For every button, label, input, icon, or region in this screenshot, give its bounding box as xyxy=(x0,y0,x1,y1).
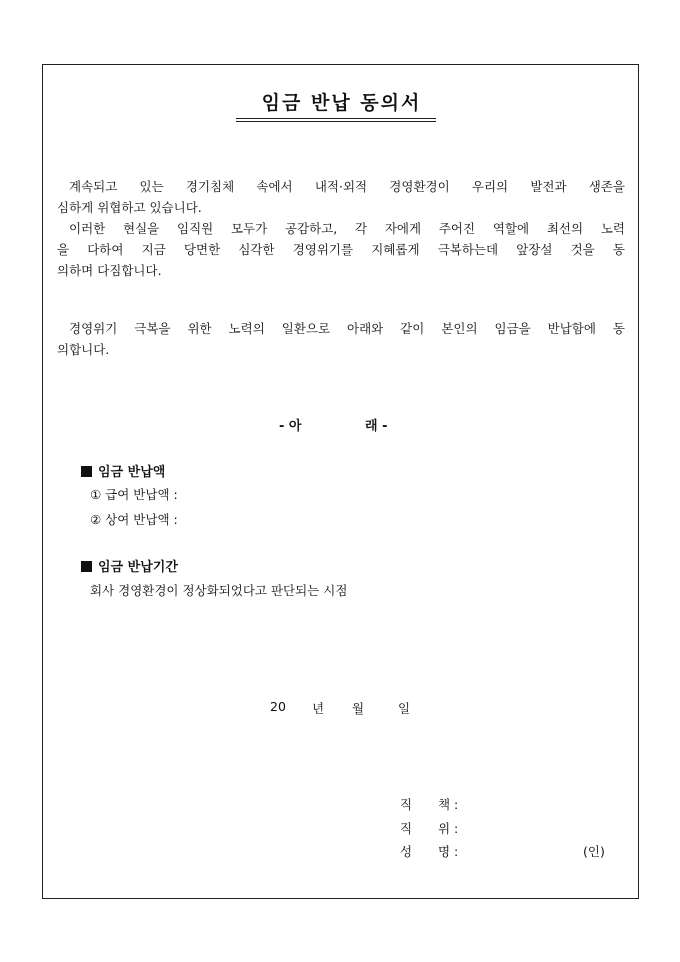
date-year-prefix: 20 xyxy=(270,699,286,714)
paragraph-line: 계속되고 있는 경기침체 속에서 내적·외적 경영환경이 우리의 발전과 생존을 xyxy=(69,179,625,194)
job-title-label-1: 직 xyxy=(400,797,413,812)
refund-period-heading-text: 임금 반납기간 xyxy=(98,560,178,575)
document-frame xyxy=(42,64,639,899)
date-month-label: 월 xyxy=(352,701,365,716)
paragraph-line: 의합니다. xyxy=(57,342,110,357)
paragraph-line: 심하게 위협하고 있습니다. xyxy=(57,200,202,215)
refund-amount-heading xyxy=(81,461,165,480)
title-underline-bottom xyxy=(236,121,436,122)
bonus-refund-field: ② 상여 반납액 : xyxy=(90,512,178,527)
position-label-1: 직 xyxy=(400,821,413,836)
paragraph-line: 경영위기 극복을 위한 노력의 일환으로 아래와 같이 본인의 임금을 반납함에 동 xyxy=(69,321,625,336)
agreement-paragraph xyxy=(57,318,625,360)
name-label-1: 성 xyxy=(400,844,413,859)
paragraph-line: 이러한 현실을 임직원 모두가 공감하고, 각 자에게 주어진 역할에 최선의 노력 xyxy=(69,221,625,236)
refund-period-heading xyxy=(81,556,178,575)
date-day-label: 일 xyxy=(398,701,411,716)
refund-period-text: 회사 경영환경이 정상화되었다고 판단되는 시점 xyxy=(90,583,348,598)
position-label-2: 위 : xyxy=(438,821,459,836)
below-heading-left: - 아 xyxy=(279,419,302,434)
name-label-2: 명 : xyxy=(438,844,459,859)
paragraph-line: 을 다하여 지금 당면한 심각한 경영위기를 지혜롭게 극복하는데 앞장설 것을 동 xyxy=(57,242,625,257)
square-bullet-icon xyxy=(81,466,92,477)
refund-amount-heading-text: 임금 반납액 xyxy=(98,465,166,480)
salary-refund-field: ① 급여 반납액 : xyxy=(90,487,178,502)
document-title: 임금 반납 동의서 xyxy=(261,92,422,114)
intro-paragraph xyxy=(57,176,625,281)
paragraph-line: 의하며 다짐합니다. xyxy=(57,263,162,278)
seal-mark: (인) xyxy=(583,844,605,859)
date-year-label: 년 xyxy=(312,701,325,716)
below-heading-right: 래 - xyxy=(365,419,388,434)
square-bullet-icon xyxy=(81,561,92,572)
title-underline-top xyxy=(236,118,436,119)
job-title-label-2: 책 : xyxy=(438,797,459,812)
